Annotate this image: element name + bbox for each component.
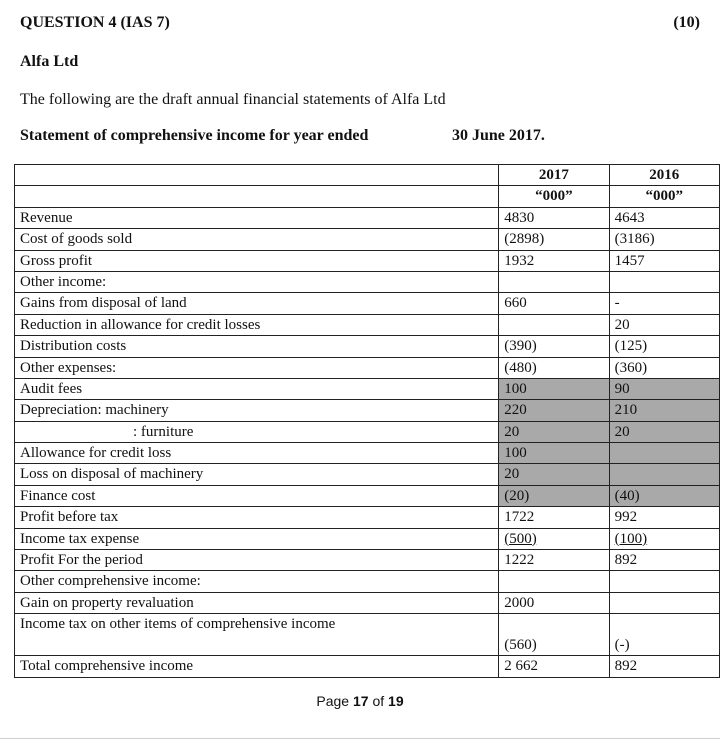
table-row — [15, 314, 720, 335]
table-row — [15, 550, 720, 571]
row-label: Audit fees — [15, 378, 499, 399]
row-label: Gross profit — [15, 250, 499, 271]
value-2016: (125) — [609, 336, 719, 357]
row-label: Distribution costs — [15, 336, 499, 357]
value-2017: 2000 — [499, 592, 609, 613]
table-row — [15, 528, 720, 549]
underlined-value: (100) — [614, 530, 648, 547]
value-2017: 100 — [499, 378, 609, 399]
value-2017: 4830 — [499, 207, 609, 228]
table-row — [15, 207, 720, 228]
value-2017: (390) — [499, 336, 609, 357]
bottom-divider — [0, 738, 720, 739]
value-2016: 4643 — [609, 207, 719, 228]
header-unit-2016: “000” — [609, 186, 719, 207]
value-2016: (360) — [609, 357, 719, 378]
table-row — [15, 229, 720, 250]
table-header-row-year — [15, 165, 720, 186]
row-label: Finance cost — [15, 485, 499, 506]
value-2016: (40) — [609, 485, 719, 506]
table-row — [15, 421, 720, 442]
header-year-2016: 2016 — [609, 165, 719, 186]
page-prefix: Page — [316, 693, 350, 709]
header-unit-2017: “000” — [499, 186, 609, 207]
value-2016: 20 — [609, 421, 719, 442]
row-label: Gains from disposal of land — [15, 293, 499, 314]
row-label: Gain on property revaluation — [15, 592, 499, 613]
table-row — [15, 592, 720, 613]
question-marks: (10) — [673, 14, 700, 31]
row-label: Other comprehensive income: — [15, 571, 499, 592]
value-2017 — [499, 271, 609, 292]
table-row — [15, 443, 720, 464]
value-2017 — [499, 314, 609, 335]
question-title: QUESTION 4 (IAS 7) — [20, 14, 170, 31]
row-label: Allowance for credit loss — [15, 443, 499, 464]
row-label: Profit before tax — [15, 507, 499, 528]
value-2016: 892 — [609, 550, 719, 571]
value-2016: 992 — [609, 507, 719, 528]
value-2016: 210 — [609, 400, 719, 421]
value-2017: 2 662 — [499, 656, 609, 677]
value-2017: (20) — [499, 485, 609, 506]
value-2017: 20 — [499, 421, 609, 442]
table-row — [15, 485, 720, 506]
header-label-cell — [15, 165, 499, 186]
value-2016: (3186) — [609, 229, 719, 250]
question-header — [20, 14, 700, 36]
table-row — [15, 400, 720, 421]
value-2017: (2898) — [499, 229, 609, 250]
income-statement-table — [14, 164, 720, 678]
row-label: Total comprehensive income — [15, 656, 499, 677]
row-label: Cost of goods sold — [15, 229, 499, 250]
value-2016: 20 — [609, 314, 719, 335]
table-row — [15, 656, 720, 677]
header-year-2017: 2017 — [499, 165, 609, 186]
table-row — [15, 336, 720, 357]
table-row — [15, 571, 720, 592]
value-2016 — [609, 571, 719, 592]
table-row — [15, 614, 720, 656]
page-of: of — [372, 693, 385, 709]
table-row — [15, 250, 720, 271]
table-row — [15, 378, 720, 399]
company-name: Alfa Ltd — [20, 53, 79, 70]
value-2017 — [499, 528, 609, 549]
row-label: Depreciation: machinery — [15, 400, 499, 421]
row-label: Profit For the period — [15, 550, 499, 571]
value-2016: (-) — [609, 614, 719, 656]
value-2016 — [609, 271, 719, 292]
value-2016: - — [609, 293, 719, 314]
header-label-cell — [15, 186, 499, 207]
value-2017: (480) — [499, 357, 609, 378]
value-2016 — [609, 592, 719, 613]
row-label: : furniture — [15, 421, 499, 442]
value-2017 — [499, 571, 609, 592]
statement-title: Statement of comprehensive income for year ended — [20, 127, 369, 144]
value-2016 — [609, 443, 719, 464]
value-2017: 660 — [499, 293, 609, 314]
value-2017: 20 — [499, 464, 609, 485]
row-label: Other income: — [15, 271, 499, 292]
row-label: Revenue — [15, 207, 499, 228]
row-label: Income tax on other items of comprehensive income — [15, 614, 499, 656]
row-label: Other expenses: — [15, 357, 499, 378]
table-row — [15, 464, 720, 485]
statement-date: 30 June 2017. — [452, 127, 545, 144]
table-row — [15, 357, 720, 378]
value-2016 — [609, 464, 719, 485]
table-header-row-unit — [15, 186, 720, 207]
row-label: Income tax expense — [15, 528, 499, 549]
row-label: Loss on disposal of machinery — [15, 464, 499, 485]
value-2017: 100 — [499, 443, 609, 464]
intro-text: The following are the draft annual financial statements of Alfa Ltd — [20, 91, 446, 108]
value-2016: 892 — [609, 656, 719, 677]
value-2016: 90 — [609, 378, 719, 399]
page-total: 19 — [388, 693, 404, 709]
page-footer — [0, 693, 720, 709]
value-2017: 220 — [499, 400, 609, 421]
table-row — [15, 271, 720, 292]
table-row — [15, 507, 720, 528]
value-2017: 1722 — [499, 507, 609, 528]
value-2016 — [609, 528, 719, 549]
value-2017: (560) — [499, 614, 609, 656]
row-label: Reduction in allowance for credit losses — [15, 314, 499, 335]
value-2017: 1932 — [499, 250, 609, 271]
underlined-value: (500) — [504, 530, 537, 547]
value-2016: 1457 — [609, 250, 719, 271]
value-2017: 1222 — [499, 550, 609, 571]
page-number: 17 — [352, 693, 369, 709]
table-row — [15, 293, 720, 314]
